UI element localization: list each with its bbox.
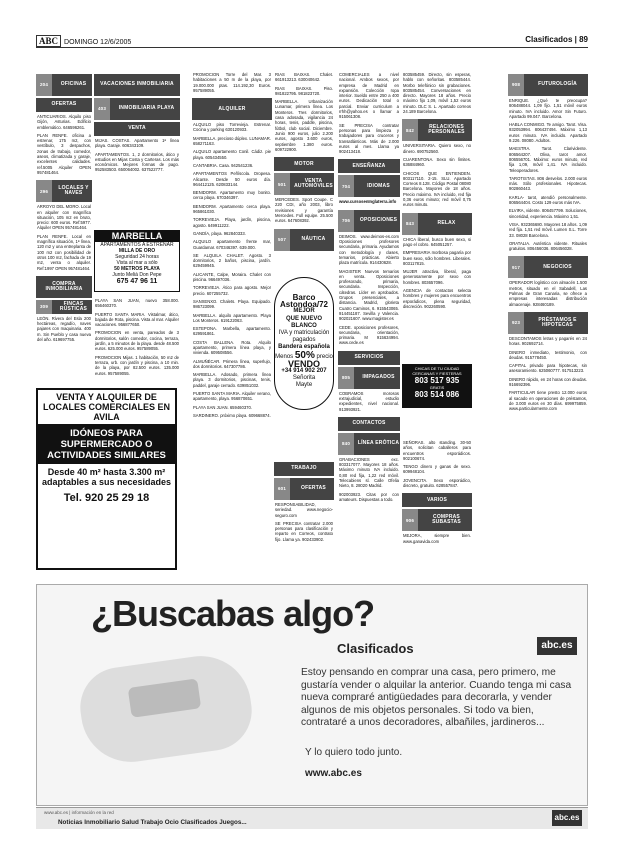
phone-image <box>75 650 257 769</box>
section-inmobiliaria-playa: 403 INMOBILIARIA PLAYA <box>94 98 180 120</box>
classified-ad: CHICOS QUE ENTIENDEN. 803117110. 2-15. SLU. Apartado Correos 8.128. Código Postal 08080 Barcelona. Mayores de 18 años. Precio máximo. IVA incluido, red fija 0,36 euros minuto; red móvil 0,75 euros minuto. <box>403 170 471 208</box>
classified-ad: DESCONTAMOS letras y pagarés en 24 horas. 902692714. <box>509 335 587 347</box>
classified-ad: GANDÍA, playa. 962840333. <box>193 230 246 236</box>
classified-ad: ENRIQUE. ¿Qué te preocupa? 806488044. 1,09 fijo. 1,51 móvil euros minuto. IVA incluido. Amor Sin Futuro. Apartado 99.047. Barcelona. <box>509 98 587 119</box>
column-3 <box>192 72 272 572</box>
classified-ad: CUARENTONA. Sexo sin límites. 636884960. <box>403 156 471 168</box>
classified-ad: MEJORA, siempre bien. www.ganavida.com <box>403 533 471 544</box>
classified-ad: UNIVERSITARIA. Quiero sexo, no dinero. 690752560. <box>403 143 471 154</box>
section-relax: 843 RELAX <box>402 213 472 235</box>
page-header: ABC DOMINGO 12/6/2005 Clasificados | 89 <box>36 34 588 48</box>
footer-info: www.abc.es | información en la red <box>44 810 114 815</box>
classified-ad: ALQUILO apartamento frente mar, Guardamar. 670346397. 639.000. <box>193 239 271 250</box>
column-5 <box>338 72 400 582</box>
section-venta: VENTA <box>94 122 180 136</box>
classified-ad: SARDINERO. próximo playa. 609668874. <box>193 412 271 418</box>
classified-ad: MARBELLA. alquilo apartamento. Playa Los Monteros. 619122063. <box>193 312 271 323</box>
column-1 <box>36 72 92 382</box>
classified-ad: RIAS BAIXAS. Chalet. 661913213. 630040642. <box>275 72 333 83</box>
classified-ad: HABLA CONMIGO. Te amigo. Tarot. Visa. 932053994. 806437494. Máximo 1,13 euros minuto. IVA incluido. Apartado 9.226. 08080. Adultos. <box>509 122 587 144</box>
avila-locales-ad: VENTA Y ALQUILER DE LOCALES COMERCIALES EN AVILA IDÓNEOS PARA SUPERMERCADO O ACTIVIDADES SIMILARES Desde 40 m² hasta 3.300 m² adaptables a sus necesidades Tel. 920 25 29 18 <box>36 388 177 570</box>
banner-clasificados: Clasificados <box>337 641 414 656</box>
section-futurologia: 908 FUTUROLOGÍA <box>508 74 588 96</box>
classified-ad: SEÑORAS. alto standing. 30-50 años, solicitan caballeros para encuentros esporádicos. 902100674. <box>403 440 471 461</box>
classified-ad: MUJER atractiva, liberal, paga generosamente por sexo con hombres. 803657096. <box>403 269 471 285</box>
section-nautica: 507 NÁUTICA <box>274 229 334 251</box>
marbella-ad: MARBELLA APARTAMENTOS A ESTRENAR MILLA DE ORO Seguridad 24 horas Vista al mar a sólo 50 METROS PLAYA Junto Meliá Don Pepe 675 47 96 11 <box>94 230 180 292</box>
section-prestamos: 923 PRÉSTAMOS E HIPOTECAS <box>508 312 588 334</box>
classified-ad: AGENCIA de contactos selecta hombres y mujeres para encuentros esporádicos, plena seguridad, discreción. 902260590. <box>403 288 471 309</box>
section-oficinas: 204 OFICINAS <box>36 74 92 96</box>
classified-ad: PUERTO SANTA MARIA. Vistalmar, ático, bajada de Rota, piscina. Vista al mar. Alquiler vacaciones. 956877650. <box>95 311 179 328</box>
classified-ad: ALMUÑÉCAR. Primera línea, superlujo, dos dormitorios. 647307786. <box>193 358 271 369</box>
classified-ad: ORATALIA. Auténtica vidente. Rituales gratuitos. 806456036. 806456028. <box>509 240 587 252</box>
classified-ad: OPERADOR logístico con almacén 1.500 metros, situado en el Sabadell, Las Palmas de Gran Canaria, se ofrece a empresas interesadas distribución almacenaje. 928460189. <box>509 280 587 307</box>
section-title: Clasificados <box>525 35 573 44</box>
classified-ad: MAESTRA. Tarot. Clarividente. 806564207. Oliva, tarot amor. 806556701. Máximo: euros minuto, red fija 1,09, móvil 1,41. IVA incluido. Teleoperadores. <box>509 146 587 173</box>
classified-ad: ARROYO DEL MORO. Local en alquiler con magnífica situación, 105 m2 en bruto, precio: 600 euros. Ref:5977. Alquiler OPEN 957481464. <box>37 204 91 231</box>
section-ofertas-trabajo: 601 OFERTAS <box>274 478 334 500</box>
classified-ad: DINERO inmediato, testimonio, con deudas. 915778450. <box>509 349 587 360</box>
classified-ad: BENIDORM. Apartamento muy bonito. cerca playa. 670346397. <box>193 190 271 201</box>
section-locales: 296 LOCALES Y NAVES <box>36 180 92 202</box>
classified-ad: MIJAS. COSTAS. Apartamento 1ª línea playa. Garaje. 606343109. <box>95 138 179 149</box>
classified-ad: PLAN RENFE. oficina a estrenar, 175 m2, con vestíbulo, 3 despachos, zonas de trabajo, comedor, aseos, climatizada y garaje, excelentes calidades. ref.5005 Alquiler OPEN 957481464. <box>37 132 91 175</box>
section-relaciones: 842 RELACIONES PERSONALES <box>402 119 472 141</box>
classified-ad: MARBELLA. Urbanización Lunamar, primera línea. Los Monteros. Tres dormitorios, casa adosada, vigilancia 24 horas, tenis, paddle, piscina, fútbol, club social. Diciembre. Junio 900 euros, julio 2.200 euros, agosto 3.600 euros, septiembre 1.380 euros. 609722900. <box>275 99 333 152</box>
section-venta-automoviles: 501 VENTA AUTOMÓVILES <box>274 173 334 195</box>
section-fincas: 309 FINCAS RÚSTICAS <box>36 300 92 314</box>
classified-ad: MAGISTER Nuevos temarios en venta. Oposiciones profesorado, primaria, secundaria. Inspección, cátedras. Líder en aprobados. Grupos presenciales, a distancia. Madrid, glorieta Cuatro Caminos, 6. 915543065. 914451187. Sevilla y Valencia. 902021607. www.magister.es <box>339 268 399 322</box>
classified-ad: BENIDORM. Apartamento cerca playa. 965861030. <box>193 203 271 215</box>
banner-body: Estoy pensando en comprar una casa, pero primero, me gustaría vender o alquilar la anterior. Cuando tenga mi casa nueva compraré antigüedades para decorarla, y vender algunos de mis objetos personales. Si todo va bien, contrataré a unos decoradores, albañiles, jardineros... <box>301 667 572 728</box>
classified-ad: TORREVIEJA. Playa, jardín, piscina, agosto. 649911222. <box>193 217 271 228</box>
classified-ad: PROMOCION Torre del Mar. 3 habitaciones a 50 m de la playa, por 19.000.000 ptas. 114.192,30 Euros. 957589055. <box>193 72 271 93</box>
classified-ad: 803585459. Directo, sin esperas, hablo con señoritas. 803585444. Morbo telefónico sin grabaciones. 803585454. Conversaciones en directo. Mayores 18 años. Precio máximo fijo 1,09, móvil 1,52 euros minuto. DLC S. L. Apartado correos 24.189 Barcelona. <box>403 72 471 115</box>
section-negocios: 917 NEGOCIOS <box>508 256 588 278</box>
classified-ad: COMERCIALES a nivel nacional. Ambos sexos, por empresa de Madrid en expansión. Colección ropa interior. Sueldo entre 250 a 400 euros. Dedicación total o parcial. Enviar curriculum a rrhh@yahoo.es o llamar a 915061308. <box>339 72 399 120</box>
classified-ad: TAROTISTAS. 806 desvelos. 2.000 euros más. Sólo profesionales. Hipotecas. 902860443. <box>509 175 587 192</box>
footer-abc-logo: abc.es <box>552 810 582 826</box>
classified-ad: MARBELLA. precioso dúplex. LUNAMAR. 658271163. <box>193 135 271 147</box>
inglaterra-link[interactable]: www.cursosenInglaterra.info <box>339 199 397 205</box>
footer-nav[interactable]: Noticias Inmobiliario Salud Trabajo Ocio Clasificados Juegos... <box>58 819 247 826</box>
section-alquiler: ALQUILER <box>192 98 272 120</box>
classified-ad: CAPITAL privado para hipotecas, sin asesoramiento. 625060777. 917513223. <box>509 363 587 374</box>
classified-ad: TORREVIEJA. Ático para agosto. Mejor precio. 607255732. <box>193 285 271 296</box>
section-linea-erotica: 840 LÍNEA ERÓTICA <box>338 433 400 455</box>
classified-ad: PLAYA SAN JUAN, nuevo 358.000. 656460370. <box>95 298 179 309</box>
classified-ad: RIAS BAIXAS. Piso. 981822795. 981823720. <box>275 85 333 96</box>
barco-astondoa-ad: Barco Astondoa/72 MEJOR QUE NUEVO BLANCO IVA y matriculación pagados Bandera española Menos 50% precio VENDO +34 914 902 207 Señorita Mayte <box>274 277 334 410</box>
classified-ad: DEIMOS. www.deimos-es.com Oposiciones profesores secundaria, primaria. Ayudamos con metodología y clases, temarios, prácticas. Abierto plaza matrícula. 914430628. <box>339 233 399 266</box>
classified-ad: KARLA- tarot, atendió personalmente. 806564404. Costo 129 euros más IVA. <box>509 194 587 206</box>
classified-ad: APARTAMENTOS Peñíscola. Oropesa. Alicante. Desde 50 euros día. 964412125. 620833144. <box>193 171 271 187</box>
classified-ad: ELVIRA, vidente. 806457799. Soluciones, sinceridad, experiencia. Máximo 1,51. <box>509 208 587 219</box>
page-number: 89 <box>579 35 588 44</box>
abc-es-logo: abc.es <box>537 637 577 655</box>
classified-ad: DINERO rápido, en 24 horas con deudas. 916692396. <box>509 376 587 387</box>
footer-nav-bar <box>36 807 588 829</box>
classified-ad: PLAYA SAN JUAN. 659460370. <box>193 404 252 410</box>
section-ofertas: OFERTAS <box>36 98 92 112</box>
section-varios: VARIOS <box>402 493 472 507</box>
classified-ad: SE PRECISA contratar 2.000 personas para clasificación y reparto en Correos, contrato fijo. Llama ya. 902433902. <box>275 520 333 542</box>
section-trabajo: TRABAJO <box>274 462 334 476</box>
classified-ad: PLAN RENFE. Local en magnífica situación, 1ª línea, 120 m2 y una entreplanta de 100 m2 con posibilidad de otros 100 m2, fachada de 19 m2, venta o alquiler. Ref:1997 OPEN 957481464. <box>37 233 91 271</box>
classified-ad: CEDE. oposiciones profesores, secundaria, orientación, primaria. M 915634994. www.cede.es <box>339 324 399 346</box>
column-6-lower <box>402 440 472 576</box>
section-motor: MOTOR <box>274 157 334 171</box>
classified-ad: GRABACIONES exc. 803317077. Mayores 18 años. Máximo minuto IVA incluido. 0,80 red fija, 1,22 red móvil. Telecabiens sl. Calle Ofelia Nieto, 8. 28020 Madrid. <box>339 456 399 489</box>
classified-ad: RESPONSABILIDAD, seriedad. www.negocio-seguro.com <box>275 502 333 518</box>
classified-ad: CHICA liberal, busco buen sexo, si pago el cobro. 645051257. <box>403 236 471 247</box>
classified-ad: MERCEDES. Sport Coupe. C 220 CDI, año 2003, libro revisiones y garantía Mercedes. Full equipe. 25.500 euros. 647608392. <box>275 197 333 224</box>
abc-logo: ABC <box>36 35 61 47</box>
column-4-lower <box>274 460 334 580</box>
section-vacaciones: VACACIONES INMOBILIARIA <box>94 74 180 96</box>
section-impagados: 805 IMPAGADOS <box>338 367 400 389</box>
classified-ad: PROMOCION en venta, pareados de 3 dormitorios, salón comedor, cocina, terraza, jardín, a 5 minutos de la playa. desde 48.500 euros. 625.000 euros. 957589055. <box>95 330 179 352</box>
column-2-lower <box>94 298 180 384</box>
classified-ad: 902003923. Citas por con amateurs. Dispuestas a todo. <box>339 491 399 502</box>
column-6 <box>402 72 472 362</box>
banner-title: ¿Buscabas algo? <box>91 593 375 634</box>
abc-clasificados-banner <box>36 584 588 806</box>
header-date: DOMINGO 12/6/2005 <box>64 39 132 46</box>
classified-ad: PROMOCION Mijas. 1 habitación, 50 m2 de terraza, urb. con jardín y piscina, a 10 min. de la playa, por 82.500 euros. 135.000 euros. 957589055. <box>95 354 179 376</box>
classified-ad: MARBELLA. Adosado, primera línea playa. 3 dormitorios, piscinas, tenis, paddel, garaje cerrado. 639851032. <box>193 372 271 388</box>
classified-ad: CANTABRIA. Casa. 942541236. <box>193 162 254 168</box>
classified-ad: PARTICULAR tiene presto 12.000 euros al sacado en operaciones de préstamos, de 3.000 euros en 30 días. 699975859. www.particularmente.com <box>509 390 587 412</box>
chicas-ad: CHICAS DE TU CIUDAD CERCANAS Y FIESTERAS 803 517 935 GRATIS 803 514 086 <box>402 364 472 408</box>
section-compra: COMPRA INMOBILIARIA <box>36 276 92 298</box>
section-oposiciones: 706 OPOSICIONES <box>338 210 400 232</box>
column-4 <box>274 72 334 272</box>
column-7 <box>508 72 588 577</box>
classified-ad: ESTEPONA. Marbella, apartamento. 629591861. <box>193 326 271 337</box>
classified-ad: SANXENXO. Chalets. Playa. Equipado. 986723099. <box>193 298 271 310</box>
section-idiomas: 704 IDIOMAS <box>338 175 400 197</box>
classified-ad: COBRAMOS morosos extrajudicial, estudio expedientes, nivel nacional. 913993921. <box>339 390 399 412</box>
classified-ad: LEÓN. Rivera del Esla 200 hectáreas, regadío, naves pajares con maquinaria. 400 m. Sin Pueblo y casa nueva del año. 619697755. <box>37 315 91 343</box>
classified-ad: SE ALQUILA CHALET. Agosto. 3 dormitorios, 2 baños, piscina, jardín. 629459945. <box>193 252 271 269</box>
classified-ad: ANTICUARIOS. Alquilo piso Gijón, Asturias. Edificio emblemático. 646596261. <box>37 114 91 130</box>
classified-ad: SE PRECISA contratar personas para limpieza y trabajadores para cruceros y transatlánticos. Más de 2.000 euros al mes. Llama ya 902413418. <box>339 122 399 155</box>
section-compras-subastas: 906 COMPRAS SUBASTAS <box>402 509 472 531</box>
classified-ad: ALICANTE, Calpe, Moraira. Chalet con piscina. 966497036. <box>193 271 271 283</box>
classified-ad: VISA. 932365680. Mayores 18 años. 1,09 red fija. 1,51 red móvil. Lumen S.L. Torre 33. 08028 Barcelona. <box>509 221 587 238</box>
classified-ad: COSTA BALLENA. Rota. Alquilo apartamento, primera línea playa, y vivienda. 609508556. <box>193 339 271 356</box>
classified-ad: TENGO dinero y ganas de sexo. 609948104. <box>403 464 471 475</box>
section-contactos: CONTACTOS <box>338 417 400 431</box>
section-ensenanza: ENSEÑANZA <box>338 159 400 173</box>
banner-tagline: Y lo quiero todo junto. <box>305 747 403 758</box>
classified-ad: ALQUILO apartamento Conil. Cádiz. pie playa. 605434550. <box>193 149 271 160</box>
column-2 <box>94 72 180 230</box>
classified-ad: ALQUILO piso Torrevieja. Estrenar. Cocina y parking 630120933. <box>193 122 271 133</box>
classified-ad: APARTAMENTOS. 1, 2 dormitorios, ático y estudios en Mijas Costa y Carteras. Los más económicos. Mejores formas de pago. 952583503. 650064002. 637522777. <box>95 151 179 173</box>
classified-ad: PUERTO SANTA MARIA. Alquiler verano, apartamento, playa. 956870651. <box>193 391 271 402</box>
classified-ad: JOVENCITA. Sexo esporádico, discreto, gratuito. 628557847. <box>403 477 471 489</box>
section-servicios: SERVICIOS <box>338 351 400 365</box>
banner-url[interactable]: www.abc.es <box>305 768 362 779</box>
classified-ad: EMPRESARIA morbosa pagaría por buen sexo, sólo hombres. Liberales. 803117815. <box>403 250 471 266</box>
